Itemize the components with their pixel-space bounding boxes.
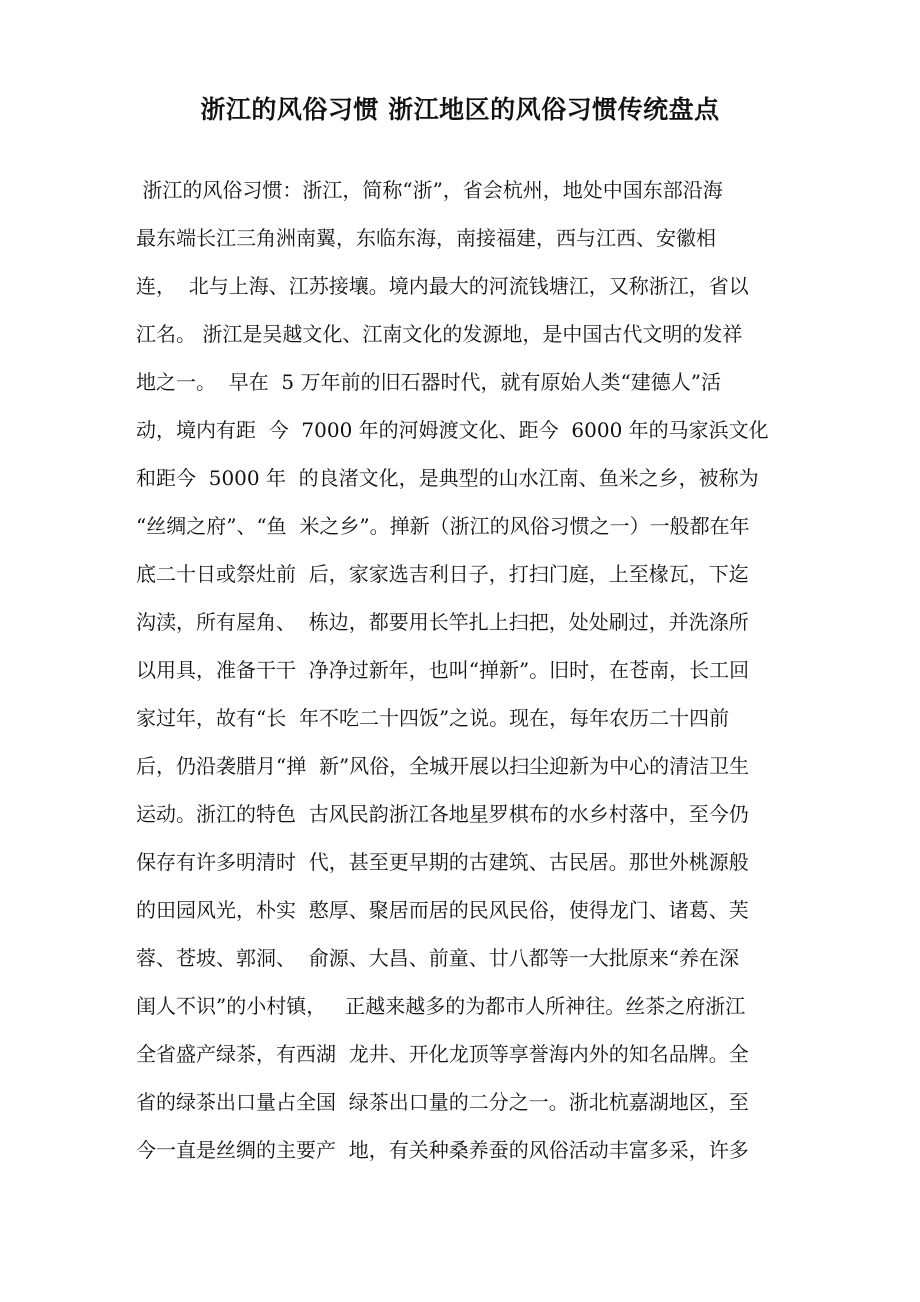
body-paragraph	[136, 166, 796, 1174]
text-line: 后，仍沿袭腊月“掸 新”风俗，全城开展以扫尘迎新为中心的清洁卫生	[136, 754, 750, 778]
text-line: 家过年，故有“长 年不吃二十四饭”之说。现在，每年农历二十四前	[136, 706, 730, 730]
text-line: “丝绸之府”、“鱼 米之乡”。掸新（浙江的风俗习惯之一）一般都在年	[136, 514, 750, 538]
text-line: 浙江的风俗习惯：浙江，简称“浙”，省会杭州，地处中国东部沿海	[136, 178, 723, 202]
text-line: 省的绿茶出口量占全国 绿茶出口量的二分之一。浙北杭嘉湖地区，至	[136, 1090, 749, 1114]
text-line: 连， 北与上海、江苏接壤。境内最大的河流钱塘江，又称浙江，省以	[136, 274, 749, 298]
text-line: 闺人不识”的小村镇， 正越来越多的为都市人所神往。丝茶之府浙江	[136, 994, 746, 1018]
page-title: 浙江的风俗习惯 浙江地区的风俗习惯传统盘点	[200, 95, 720, 124]
text-line: 沟渎，所有屋角、 栋边，都要用长竿扎上扫把，处处刷过，并洗涤所	[136, 610, 749, 634]
text-line: 和距今 5000 年 的良渚文化，是典型的山水江南、鱼米之乡，被称为	[136, 466, 759, 490]
text-line: 地之一。 早在 5 万年前的旧石器时代，就有原始人类“建德人”活	[136, 370, 721, 394]
text-line: 全省盛产绿茶，有西湖 龙井、开化龙顶等享誉海内外的知名品牌。全	[136, 1042, 749, 1066]
text-line: 最东端长江三角洲南翼，东临东海，南接福建，西与江西、安徽相	[136, 226, 716, 250]
text-line: 今一直是丝绸的主要产 地，有关种桑养蚕的风俗活动丰富多采，许多	[136, 1138, 749, 1162]
text-line: 以用具，准备干干 净净过新年，也叫“掸新”。旧时，在苍南，长工回	[136, 658, 750, 682]
text-line: 底二十日或祭灶前 后，家家选吉利日子，打扫门庭，上至椽瓦，下迄	[136, 562, 749, 586]
text-line: 保存有许多明清时 代，甚至更早期的古建筑、古民居。那世外桃源般	[136, 850, 749, 874]
text-line: 江名。 浙江是吴越文化、江南文化的发源地，是中国古代文明的发祥	[136, 322, 743, 346]
text-line: 蓉、苍坡、郭洞、 俞源、大昌、前童、廿八都等一大批原来“养在深	[136, 946, 739, 970]
text-line: 的田园风光，朴实 憨厚、聚居而居的民风民俗，使得龙门、诸葛、芙	[136, 898, 749, 922]
text-line: 动，境内有距 今 7000 年的河姆渡文化、距今 6000 年的马家浜文化	[136, 418, 769, 442]
text-line: 运动。浙江的特色 古风民韵浙江各地星罗棋布的水乡村落中，至今仍	[136, 802, 749, 826]
